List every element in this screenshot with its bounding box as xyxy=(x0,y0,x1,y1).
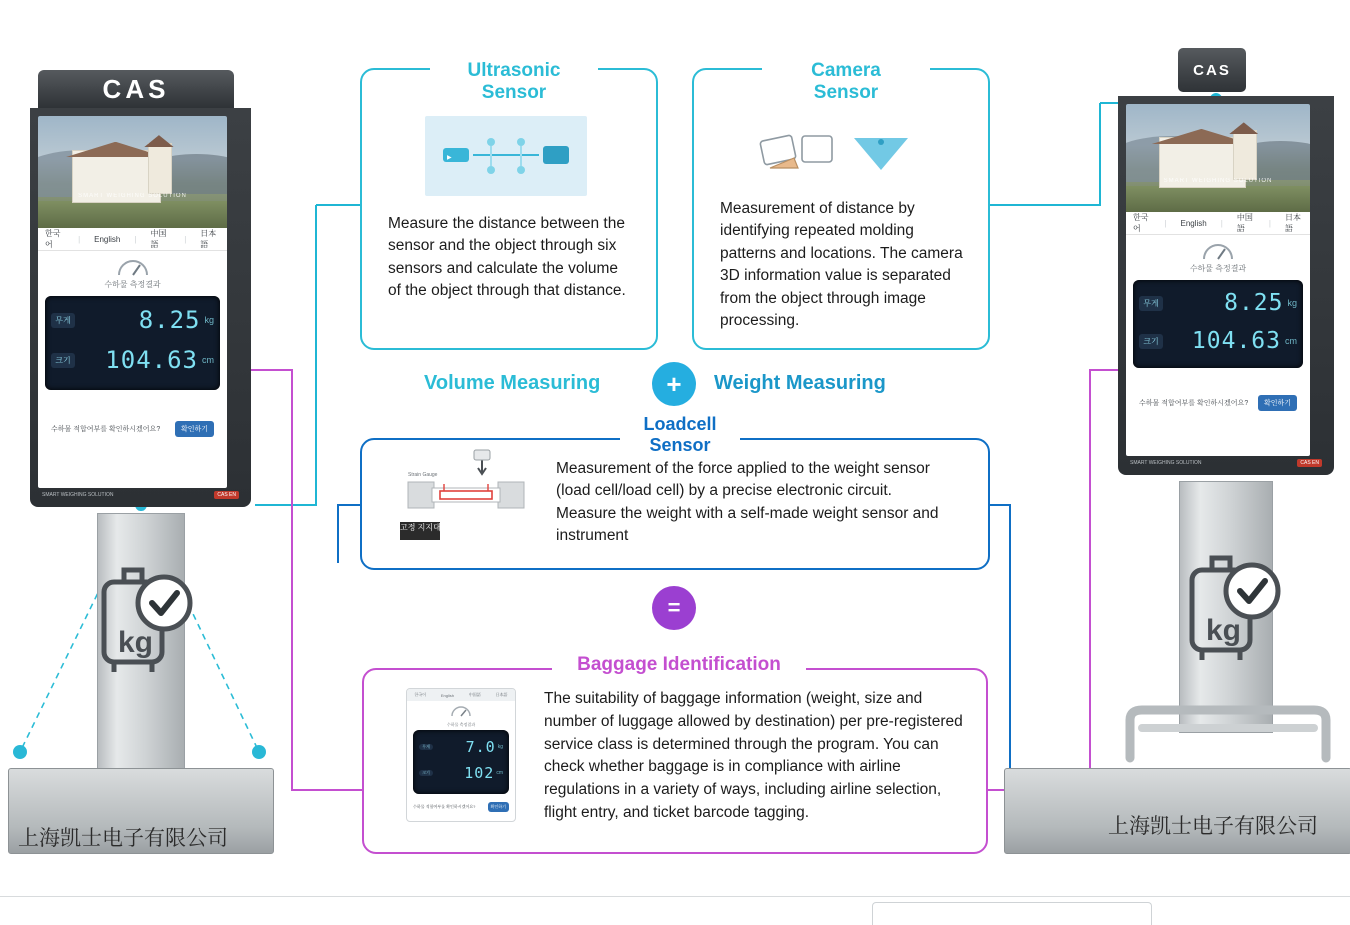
lcd-weight-row-r xyxy=(1139,284,1297,322)
lcd-size-tag: 크기 xyxy=(51,353,75,368)
mini-confirm-button: 확인하기 xyxy=(488,802,509,812)
lcd-weight-value: 8.25 xyxy=(138,306,201,334)
lcd-weight-unit: kg xyxy=(204,315,214,325)
mini-lcd-weight-row xyxy=(419,734,503,760)
lcd-weight-tag-r: 무게 xyxy=(1139,296,1163,311)
card-loadcell-support-label: 고정 지지대 xyxy=(400,523,441,532)
lang-en[interactable]: English xyxy=(94,234,121,244)
brand-strip-text: SMART WEIGHING SOLUTION xyxy=(42,492,114,498)
card-loadcell-title-line2: Sensor xyxy=(649,434,711,455)
kiosk-left-confirm-bar[interactable] xyxy=(45,416,220,442)
brand-strip-text-r: SMART WEIGHING SOLUTION xyxy=(1130,460,1202,466)
lcd-size-row-r xyxy=(1139,322,1297,360)
luggage-icon-right xyxy=(1166,548,1296,678)
photo-tower-r xyxy=(1233,130,1257,180)
measure-gauge-icon-right xyxy=(1201,241,1235,261)
mini-kiosk-illustration xyxy=(406,688,516,822)
lang-cn-r[interactable]: 中国語 xyxy=(1236,213,1253,233)
brand-strip-right-r: CAS EN xyxy=(1297,459,1322,467)
lcd-weight-value-r: 8.25 xyxy=(1224,290,1284,316)
luggage-icon-left xyxy=(78,560,208,690)
photo-tower-roof xyxy=(144,135,174,147)
mini-confirm-text: 수하물 적합여부를 확인하시겠어요? xyxy=(413,804,476,809)
lang-sep-3: | xyxy=(184,234,187,244)
plus-symbol: + xyxy=(666,368,682,399)
mini-lcd-weight-unit: kg xyxy=(497,744,503,750)
lang-en-r[interactable]: English xyxy=(1180,218,1207,228)
card-camera-title-line1: Camera xyxy=(811,60,881,81)
card-ultrasonic xyxy=(360,68,658,350)
equals-symbol: = xyxy=(667,595,681,620)
mini-lcd-size-value: 102 xyxy=(464,764,495,782)
svg-text:Strain Gauge: Strain Gauge xyxy=(408,472,438,478)
kiosk-right-brand-strip xyxy=(1126,456,1326,467)
lang-sep-2: | xyxy=(134,234,137,244)
kiosk-right-screen xyxy=(1126,104,1310,456)
measure-gauge-icon xyxy=(116,257,150,277)
mini-gauge-icon xyxy=(450,705,472,717)
lcd-weight-unit-r: kg xyxy=(1287,298,1297,308)
lang-jp[interactable]: 日本語 xyxy=(200,229,217,249)
card-baggage-title: Baggage Identification xyxy=(552,652,806,678)
card-loadcell-title-line1: Loadcell xyxy=(643,414,717,434)
kiosk-left-photo xyxy=(38,116,227,228)
lang-jp-r[interactable]: 日本語 xyxy=(1284,213,1301,233)
lang-sep-1-r: | xyxy=(1164,218,1167,228)
mini-lcd-size-row xyxy=(419,760,503,786)
company-name-left: 上海凯士电子有限公司 xyxy=(18,826,228,850)
card-ultrasonic-title-line2: Sensor xyxy=(481,81,547,103)
kiosk-right-confirm-bar[interactable] xyxy=(1133,390,1303,416)
plus-operator xyxy=(652,362,696,406)
lang-sep-3-r: | xyxy=(1268,218,1271,228)
equals-operator xyxy=(652,586,696,630)
confirm-text: 수하물 적합여부를 확인하시겠어요? xyxy=(51,426,161,433)
lang-ko-r[interactable]: 한국어 xyxy=(1133,213,1149,233)
label-weight-measuring: Weight Measuring xyxy=(714,372,886,394)
kiosk-left-lcd xyxy=(45,296,220,390)
mini-result-label: 수하물 측정결과 xyxy=(446,722,476,727)
ultrasonic-sensor-icon xyxy=(425,116,587,196)
mini-lcd-size-tag: 크기 xyxy=(419,770,433,776)
card-ultrasonic-body: Measure the distance between the sensor and the object through six sensors and calculate the volume of the object through that distance. xyxy=(388,215,626,300)
cas-logo: CAS xyxy=(102,73,170,104)
photo-grass xyxy=(38,201,227,228)
lcd-size-unit-r: cm xyxy=(1285,336,1297,346)
lang-sep-1: | xyxy=(78,234,81,244)
kiosk-left-body xyxy=(30,108,251,507)
card-ultrasonic-title-line1: Ultrasonic xyxy=(467,60,561,81)
confirm-text-r: 수하물 적합여부를 확인하시겠어요? xyxy=(1139,400,1249,407)
card-loadcell-title xyxy=(620,412,740,457)
result-label-right: 수하물 측정결과 xyxy=(1133,263,1303,274)
card-camera-title xyxy=(762,58,930,106)
bottom-floating-panel[interactable] xyxy=(872,902,1152,925)
card-baggage-body: The suitability of baggage information (weight, size and number of luggage allowed by destination) per pre-registered service class is determined through the program. You can check whether baggage is in compliance with airline regulations in a variety of ways, including airline selection, flight entry, and ticket barcode tagging. xyxy=(544,690,963,821)
svg-text:kg: kg xyxy=(1206,614,1242,647)
lang-cn[interactable]: 中国語 xyxy=(150,229,167,249)
lcd-size-value: 104.63 xyxy=(105,346,198,374)
kiosk-left-brand-strip xyxy=(38,488,243,499)
card-loadcell-body: Measurement of the force applied to the weight sensor (load cell/load cell) by a precise electronic circuit. Measure the weight with a self-made weight sensor and instrument xyxy=(556,460,939,545)
camera-sensor-icon xyxy=(758,124,918,184)
result-label: 수하물 측정결과 xyxy=(45,279,220,290)
loadcell-diagram-icon xyxy=(386,448,546,548)
kiosk-left-header xyxy=(38,70,234,108)
mini-confirm-bar xyxy=(413,802,509,812)
lang-ko[interactable]: 한국어 xyxy=(45,229,61,249)
brand-strip-right: CAS EN xyxy=(214,491,239,499)
mini-lcd-weight-value: 7.0 xyxy=(465,738,496,756)
lcd-size-unit: cm xyxy=(202,355,214,365)
lang-sep-2-r: | xyxy=(1220,218,1223,228)
lcd-weight-tag: 무게 xyxy=(51,313,75,328)
lcd-size-row xyxy=(51,340,214,380)
photo-grass-r xyxy=(1126,186,1310,212)
kiosk-left-screen xyxy=(38,116,227,488)
lcd-size-tag-r: 크기 xyxy=(1139,334,1163,349)
photo-caption-r: SMART WEIGHING SOLUTION xyxy=(1163,177,1273,184)
svg-text:▶: ▶ xyxy=(447,155,452,161)
company-name-right: 上海凯士电子有限公司 xyxy=(1108,814,1318,838)
card-camera-title-line2: Sensor xyxy=(813,81,879,103)
kiosk-right-photo xyxy=(1126,104,1310,212)
lcd-size-value-r: 104.63 xyxy=(1191,328,1281,354)
photo-tower-roof-r xyxy=(1229,122,1258,134)
mini-lcd-size-unit: cm xyxy=(496,770,503,776)
card-camera-body: Measurement of distance by identifying repeated molding patterns and locations. The camera 3D information value is separated from the object through image processing. xyxy=(720,200,963,330)
kiosk-right-language-bar[interactable] xyxy=(1126,212,1310,235)
photo-tower xyxy=(148,143,173,194)
mini-lang-en: English xyxy=(440,692,454,698)
photo-caption: SMART WEIGHING SOLUTION xyxy=(78,192,187,199)
svg-text:kg: kg xyxy=(118,626,154,659)
cas-logo-right: CAS xyxy=(1193,61,1231,79)
confirm-button-r[interactable]: 확인하기 xyxy=(1258,395,1297,411)
kiosk-right-body xyxy=(1118,96,1334,475)
mini-lcd xyxy=(413,730,509,794)
kiosk-right-camera-head xyxy=(1178,48,1246,92)
mini-lang-jp: 日本語 xyxy=(495,692,508,697)
mini-lcd-weight-tag: 무게 xyxy=(419,744,433,750)
confirm-button[interactable]: 확인하기 xyxy=(175,421,214,437)
mini-lang-ko: 한국어 xyxy=(414,692,426,697)
lcd-weight-row xyxy=(51,300,214,340)
kiosk-right-lcd xyxy=(1133,280,1303,368)
mini-lang-cn: 中国語 xyxy=(468,692,481,697)
label-volume-measuring: Volume Measuring xyxy=(424,372,601,394)
card-ultrasonic-title xyxy=(430,58,598,106)
kiosk-left-language-bar[interactable] xyxy=(38,228,227,251)
